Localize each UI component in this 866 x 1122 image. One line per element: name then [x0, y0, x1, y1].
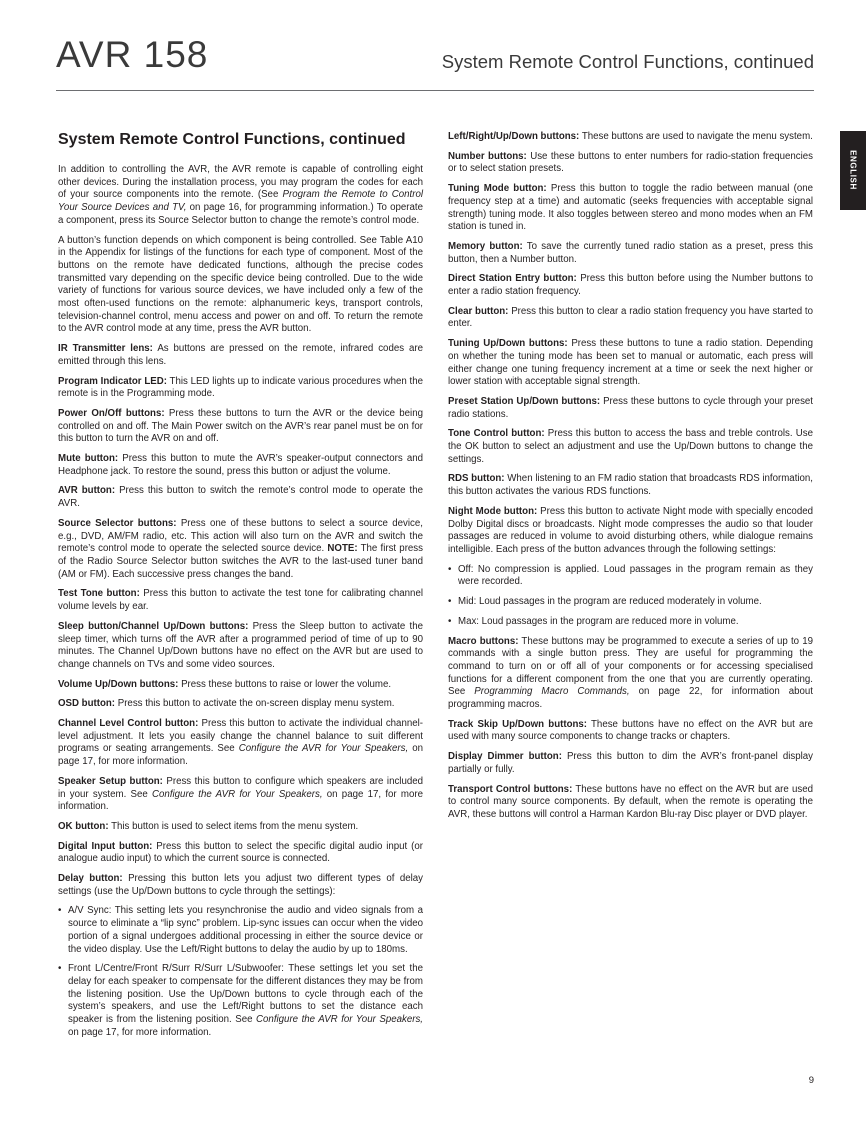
paragraph-text: Press this button to activate Night mode with specially encoded Dolby Digital discs or broadcasts. Night mode compresses the audio so that louder passages are reduced in volume to avoid disturbing others, while dialogue remains intelligible. Each press of the button advances through the following settings: [448, 505, 813, 555]
list-item: • Off: No compression is applied. Loud passages in the program remain as they were recorded. [448, 564, 813, 589]
cross-reference: Programming Macro Commands, [474, 686, 630, 698]
paragraph [58, 776, 423, 814]
paragraph [448, 131, 813, 144]
paragraph-text: As buttons are pressed on the remote, infrared codes are emitted through this lens. [58, 343, 423, 367]
cross-reference: Configure the AVR for Your Speakers, [256, 1014, 423, 1026]
paragraph-term: RDS button: [448, 473, 505, 485]
paragraph-term: Macro buttons: [448, 635, 519, 647]
paragraph [58, 679, 423, 692]
paragraph [448, 636, 813, 712]
paragraph-text: Press these buttons to raise or lower the volume. [178, 678, 392, 690]
paragraph-text: Press this button to activate the test tone for calibrating channel volume levels by ear. [58, 588, 423, 613]
list-item: • Mid: Loud passages in the program are reduced moderately in volume. [448, 596, 813, 609]
paragraph-text: These buttons may be programmed to execute a series of up to 19 commands with a single button press. They are useful for programming the command to turn on or off all of your components or for accessing specialised functions for a different component from the one that you are currently operating. See [448, 635, 813, 698]
paragraph [448, 719, 813, 744]
paragraph [448, 273, 813, 298]
paragraph-term: Display Dimmer button: [448, 751, 562, 763]
paragraph-term: Tone Control button: [448, 428, 545, 440]
paragraph [448, 306, 813, 331]
paragraph-term: OK button: [58, 820, 109, 832]
language-tab-label: ENGLISH [848, 150, 858, 190]
list-item-text: A/V Sync: This setting lets you resynchronise the audio and video signals from a source to eliminate a “lip sync” problem. Lip-sync issues can occur when the video portion of a signal undergoes additional processing in either the source device or the video display. Use the Left/Right buttons to delay the audio by up to 180ms. [68, 905, 423, 955]
paragraph-text: Press this button to activate the on-screen display menu system. [115, 698, 395, 710]
paragraph [58, 164, 423, 228]
paragraph-text: Press this button to switch the remote’s control mode to operate the AVR. [58, 485, 424, 510]
paragraph-text: This LED lights up to indicate various procedures when the remote is in the Programming mode. [58, 375, 423, 400]
right-paragraphs-after [448, 636, 813, 822]
paragraph-text: Press one of these buttons to select a source device, e.g., DVD, AM/FM radio, etc. This action will also turn on the AVR and switch the remote’s control mode to operate the selected source device. [58, 517, 423, 555]
paragraph [58, 235, 423, 337]
paragraph-text: Press these buttons to turn the AVR or the device being controlled on and off. The Main Power switch on the AVR’s rear panel must be on for this button to turn the AVR on and off. [58, 407, 423, 445]
paragraph [58, 485, 423, 510]
delay-settings-list [58, 905, 423, 1039]
paragraph-text: Press this button to mute the AVR’s speaker-output connectors and Headphone jack. To restore the sound, press this button or adjust the volume. [58, 453, 423, 477]
paragraph-term: Sleep button/Channel Up/Down buttons: [58, 620, 249, 632]
header-rule [56, 90, 814, 91]
paragraph [58, 698, 423, 711]
paragraph [448, 473, 813, 498]
paragraph [448, 396, 813, 421]
paragraph-tail: on page 17, for more information. [58, 788, 423, 813]
left-paragraphs [58, 164, 423, 898]
page-number: 9 [808, 1075, 814, 1086]
list-item [58, 963, 423, 1039]
paragraph-text: Press this button to select the specific digital audio input (or analogue audio input) to which the current source is connected. [58, 840, 423, 865]
cross-reference: Configure the AVR for Your Speakers, [152, 788, 323, 800]
paragraph [448, 151, 813, 176]
paragraph [58, 718, 423, 769]
paragraph-text: These buttons are used to navigate the menu system. [579, 131, 813, 142]
paragraph [58, 588, 423, 613]
paragraph [58, 841, 423, 866]
cross-reference: Configure the AVR for Your Speakers, [238, 743, 409, 755]
paragraph [58, 621, 423, 672]
paragraph-term: Left/Right/Up/Down buttons: [448, 131, 580, 142]
paragraph-term: Tuning Up/Down buttons: [448, 338, 568, 350]
running-header: System Remote Control Functions, continued [441, 51, 814, 72]
paragraph-term: Volume Up/Down buttons: [58, 678, 179, 690]
paragraph-term: AVR button: [58, 485, 116, 497]
paragraph-term: Night Mode button: [448, 505, 538, 517]
paragraph-term: Digital Input button: [58, 840, 153, 852]
paragraph-text: Press this button before using the Number buttons to enter a radio station frequency. [448, 273, 813, 298]
paragraph-term: Source Selector buttons: [58, 517, 177, 529]
paragraph-term: Delay button: [58, 873, 123, 885]
paragraph-term: OSD button: [58, 698, 116, 710]
paragraph-term: Power On/Off buttons: [58, 407, 165, 419]
note-label: NOTE: [327, 543, 358, 555]
paragraph-term: Clear button: [448, 305, 509, 317]
paragraph-text: Use these buttons to enter numbers for radio-station frequencies or to select station presets. [448, 150, 813, 175]
paragraph-term: Speaker Setup button: [58, 775, 163, 787]
paragraph-term: Track Skip Up/Down buttons: [448, 718, 588, 730]
product-logo: AVR 158 [56, 34, 209, 75]
paragraph-text: Press this button to activate the individual channel-level adjustment. It lets you easily change the channel balance to suit different programs or seating arrangements. See [58, 718, 423, 755]
paragraph-text: Press this button to dim the AVR’s front-panel display partially or fully. [448, 751, 814, 775]
paragraph-term: Tuning Mode button: [448, 183, 547, 195]
paragraph [448, 241, 813, 266]
list-item-text: Front L/Centre/Front R/Surr R/Surr L/Subwoofer: These settings let you set the delay for each speaker to compensate for the different distances they may be from the listening position. Use the Up/Down buttons to cycle through each of the system’s speakers, and use the Left/Right buttons to set the distance each speaker is from the listening position. See [68, 963, 423, 1026]
paragraph-tail: on page 22, for information about programming macros. [448, 686, 813, 711]
paragraph-text: Press this button to configure which speakers are included in your system. See [58, 775, 424, 800]
paragraph [448, 183, 813, 234]
paragraph-term: Transport Control buttons: [448, 783, 573, 795]
paragraph [448, 784, 813, 822]
paragraph-text: Press these buttons to tune a radio station. Depending on whether the tuning mode has been set to manual or automatic, each press will either change one tuning frequency increment at a time or seek the next higher or lower station with acceptable signal strength. [448, 338, 813, 388]
paragraph-text: Press the Sleep button to activate the sleep timer, which turns off the AVR after a programmed period of time of up to 90 minutes. The Channel Up/Down buttons have no effect on the AVR but are used to change channels on TVs and some video sources. [58, 620, 423, 670]
paragraph-term: Program Indicator LED: [58, 375, 167, 387]
paragraph [58, 376, 423, 401]
paragraph-term: Direct Station Entry button: [448, 273, 577, 285]
paragraph-term: Memory button: [448, 240, 523, 252]
left-column [58, 130, 423, 1046]
paragraph-term: Test Tone button: [58, 588, 140, 600]
paragraph [58, 873, 423, 898]
paragraph-tail: on page 16, for programming information.) To operate a component, press its Source Selector button to change the remote’s control mode. [58, 202, 423, 226]
paragraph-text: Press these buttons to cycle through your preset radio stations. [448, 395, 813, 420]
paragraph-text: Press this button to toggle the radio between manual (one frequency step at a time) and automatic (seeks frequencies with acceptable signal strength) tuning mode. It also toggles between stereo and mono modes when an FM station is tuned in. [448, 183, 813, 233]
paragraph [58, 518, 423, 582]
list-item: • Max: Loud passages in the program are reduced more in volume. [448, 616, 813, 629]
right-column [448, 131, 813, 829]
language-tab [840, 131, 866, 210]
paragraph-text: Press this button to clear a radio station frequency you have started to enter. [448, 305, 813, 330]
list-item [58, 905, 423, 956]
paragraph-text: Press this button to access the bass and treble controls. Use the OK button to select an adjustment and use the Up/Down buttons to change the settings. [448, 428, 813, 465]
paragraph-text: Pressing this button lets you adjust two different types of delay settings (use the Up/Down buttons to cycle through the settings): [58, 873, 423, 897]
section-title: System Remote Control Functions, continued [58, 131, 406, 148]
paragraph-text: When listening to an FM radio station that broadcasts RDS information, this button activates the various RDS functions. [448, 473, 813, 498]
paragraph [58, 408, 423, 446]
paragraph [58, 821, 423, 834]
right-paragraphs [448, 131, 813, 557]
list-item-tail: on page 17, for more information. [68, 1026, 212, 1038]
paragraph [448, 338, 813, 389]
paragraph-term: IR Transmitter lens: [58, 343, 153, 355]
paragraph-tail: on page 17, for more information. [58, 743, 423, 768]
note-text: The first press of the Radio Source Selector button switches the AVR to the last-used tuner band (AM or FM). Each successive press changes the band. [58, 543, 423, 580]
paragraph [58, 343, 423, 368]
paragraph-term: Number buttons: [448, 150, 527, 162]
paragraph-text: This button is used to select items from the menu system. [108, 820, 359, 832]
paragraph [58, 453, 423, 478]
cross-reference: Program the Remote to Control Your Source Devices and TV, [58, 189, 424, 214]
paragraph [448, 751, 813, 776]
paragraph-text: In addition to controlling the AVR, the AVR remote is capable of controlling eight other devices. During the installation process, you may program the codes for each of your source components into the remote. (See [58, 164, 423, 201]
paragraph-text: A button’s function depends on which component is being controlled. See Table A10 in the Appendix for listings of the functions for each type of component. Most of the buttons on the remote have dedicated functions, although the precise codes transmitted vary depending on the specific device being controlled. Due to the wide variety of functions for various source devices, we have included only a few of the most often-used functions on the remote: alphanumeric keys, transport controls, television-channel control, menu access and power on and off. To return the remote to the AVR control mode at any time, press the AVR button. [58, 234, 423, 335]
paragraph-text: These buttons have no effect on the AVR but are used with many source components to change tracks or chapters. [448, 718, 813, 743]
paragraph [448, 506, 813, 557]
paragraph-text: These buttons have no effect on the AVR but are used to control many source components. By default, when the remote is operating the AVR, these buttons will control a Harman Kardon Blu-ray Disc player or DVD player. [448, 783, 813, 820]
paragraph-text: To save the currently tuned radio station as a preset, press this button, then a Number button. [448, 240, 813, 265]
paragraph-term: Channel Level Control button: [58, 718, 199, 730]
paragraph [448, 428, 813, 466]
paragraph-term: Preset Station Up/Down buttons: [448, 395, 601, 407]
night-mode-settings-list [448, 564, 813, 629]
paragraph-term: Mute button: [58, 453, 119, 465]
